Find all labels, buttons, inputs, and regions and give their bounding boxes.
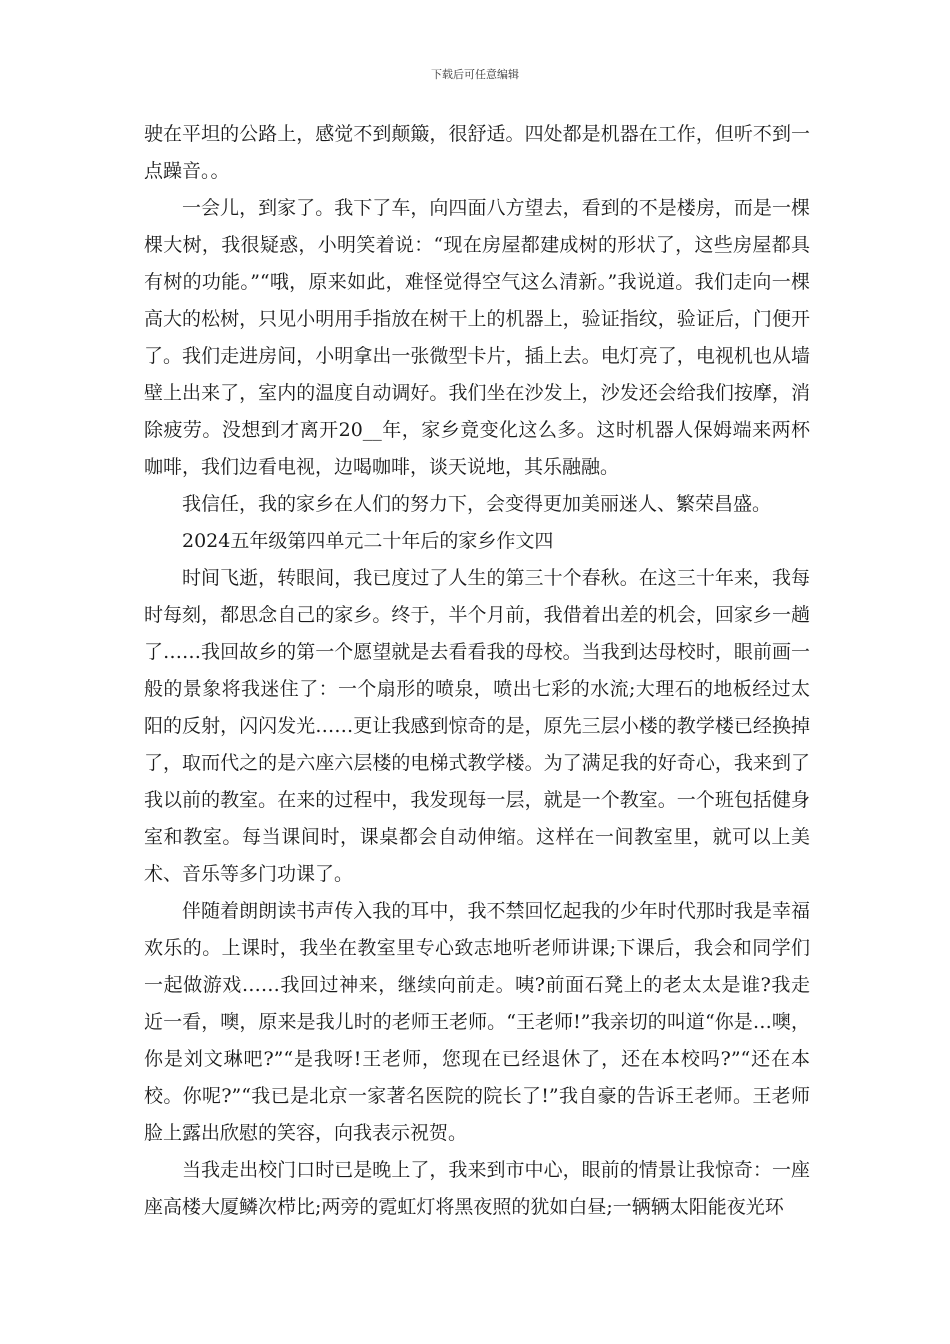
document-body xyxy=(144,116,810,1226)
paragraph: 驶在平坦的公路上，感觉不到颠簸，很舒适。四处都是机器在工作，但听不到一点躁音。。 xyxy=(144,123,810,182)
page-header: 下载后可任意编辑 xyxy=(431,68,519,81)
paragraph: 时间飞逝，转眼间，我已度过了人生的第三十个春秋。在这三十年来，我每时每刻，都思念自己的家乡。终于，半个月前，我借着出差的机会，回家乡一趟了……我回故乡的第一个愿望就是去看看我的母校。当我到达母校时，眼前画一般的景象将我迷住了：一个扇形的喷泉，喷出七彩的水流;大理石的地板经过太阳的反射，闪闪发光……更让我感到惊奇的是，原先三层小楼的教学楼已经换掉了，取而代之的是六座六层楼的电梯式教学楼。为了满足我的好奇心，我来到了我以前的教室。在来的过程中，我发现每一层，就是一个教室。一个班包括健身室和教室。每当课间时，课桌都会自动伸缩。这样在一间教室里，就可以上美术、音乐等多门功课了。 xyxy=(144,567,810,885)
paragraph: 当我走出校门口时已是晚上了，我来到市中心，眼前的情景让我惊奇：一座座高楼大厦鳞次栉比;两旁的霓虹灯将黑夜照的犹如白昼;一辆辆太阳能夜光环 xyxy=(144,1159,810,1218)
paragraph: 我信任，我的家乡在人们的努力下，会变得更加美丽迷人、繁荣昌盛。 xyxy=(182,493,772,515)
section-heading: 2024五年级第四单元二十年后的家乡作文四 xyxy=(182,530,554,552)
paragraph: 伴随着朗朗读书声传入我的耳中，我不禁回忆起我的少年时代那时我是幸福欢乐的。上课时，我坐在教室里专心致志地听老师讲课;下课后，我会和同学们一起做游戏……我回过神来，继续向前走。咦?前面石凳上的老太太是谁?我走近一看，噢，原来是我儿时的老师王老师。“王老师!”我亲切的叫道“你是…噢，你是刘文琳吧?”“是我呀!王老师，您现在已经退休了，还在本校吗?”“还在本校。你呢?”“我已是北京一家著名医院的院长了!”我自豪的告诉王老师。王老师脸上露出欣慰的笑容，向我表示祝贺。 xyxy=(144,900,810,1144)
paragraph: 一会儿，到家了。我下了车，向四面八方望去，看到的不是楼房，而是一棵棵大树，我很疑惑，小明笑着说：“现在房屋都建成树的形状了，这些房屋都具有树的功能。”“哦，原来如此，难怪觉得空气这么清新。”我说道。我们走向一棵高大的松树，只见小明用手指放在树干上的机器上，验证指纹，验证后，门便开了。我们走进房间，小明拿出一张微型卡片，插上去。电灯亮了，电视机也从墙壁上出来了，室内的温度自动调好。我们坐在沙发上，沙发还会给我们按摩，消除疲劳。没想到才离开20__年，家乡竟变化这么多。这时机器人保姆端来两杯咖啡，我们边看电视，边喝咖啡，谈天说地，其乐融融。 xyxy=(144,197,810,478)
